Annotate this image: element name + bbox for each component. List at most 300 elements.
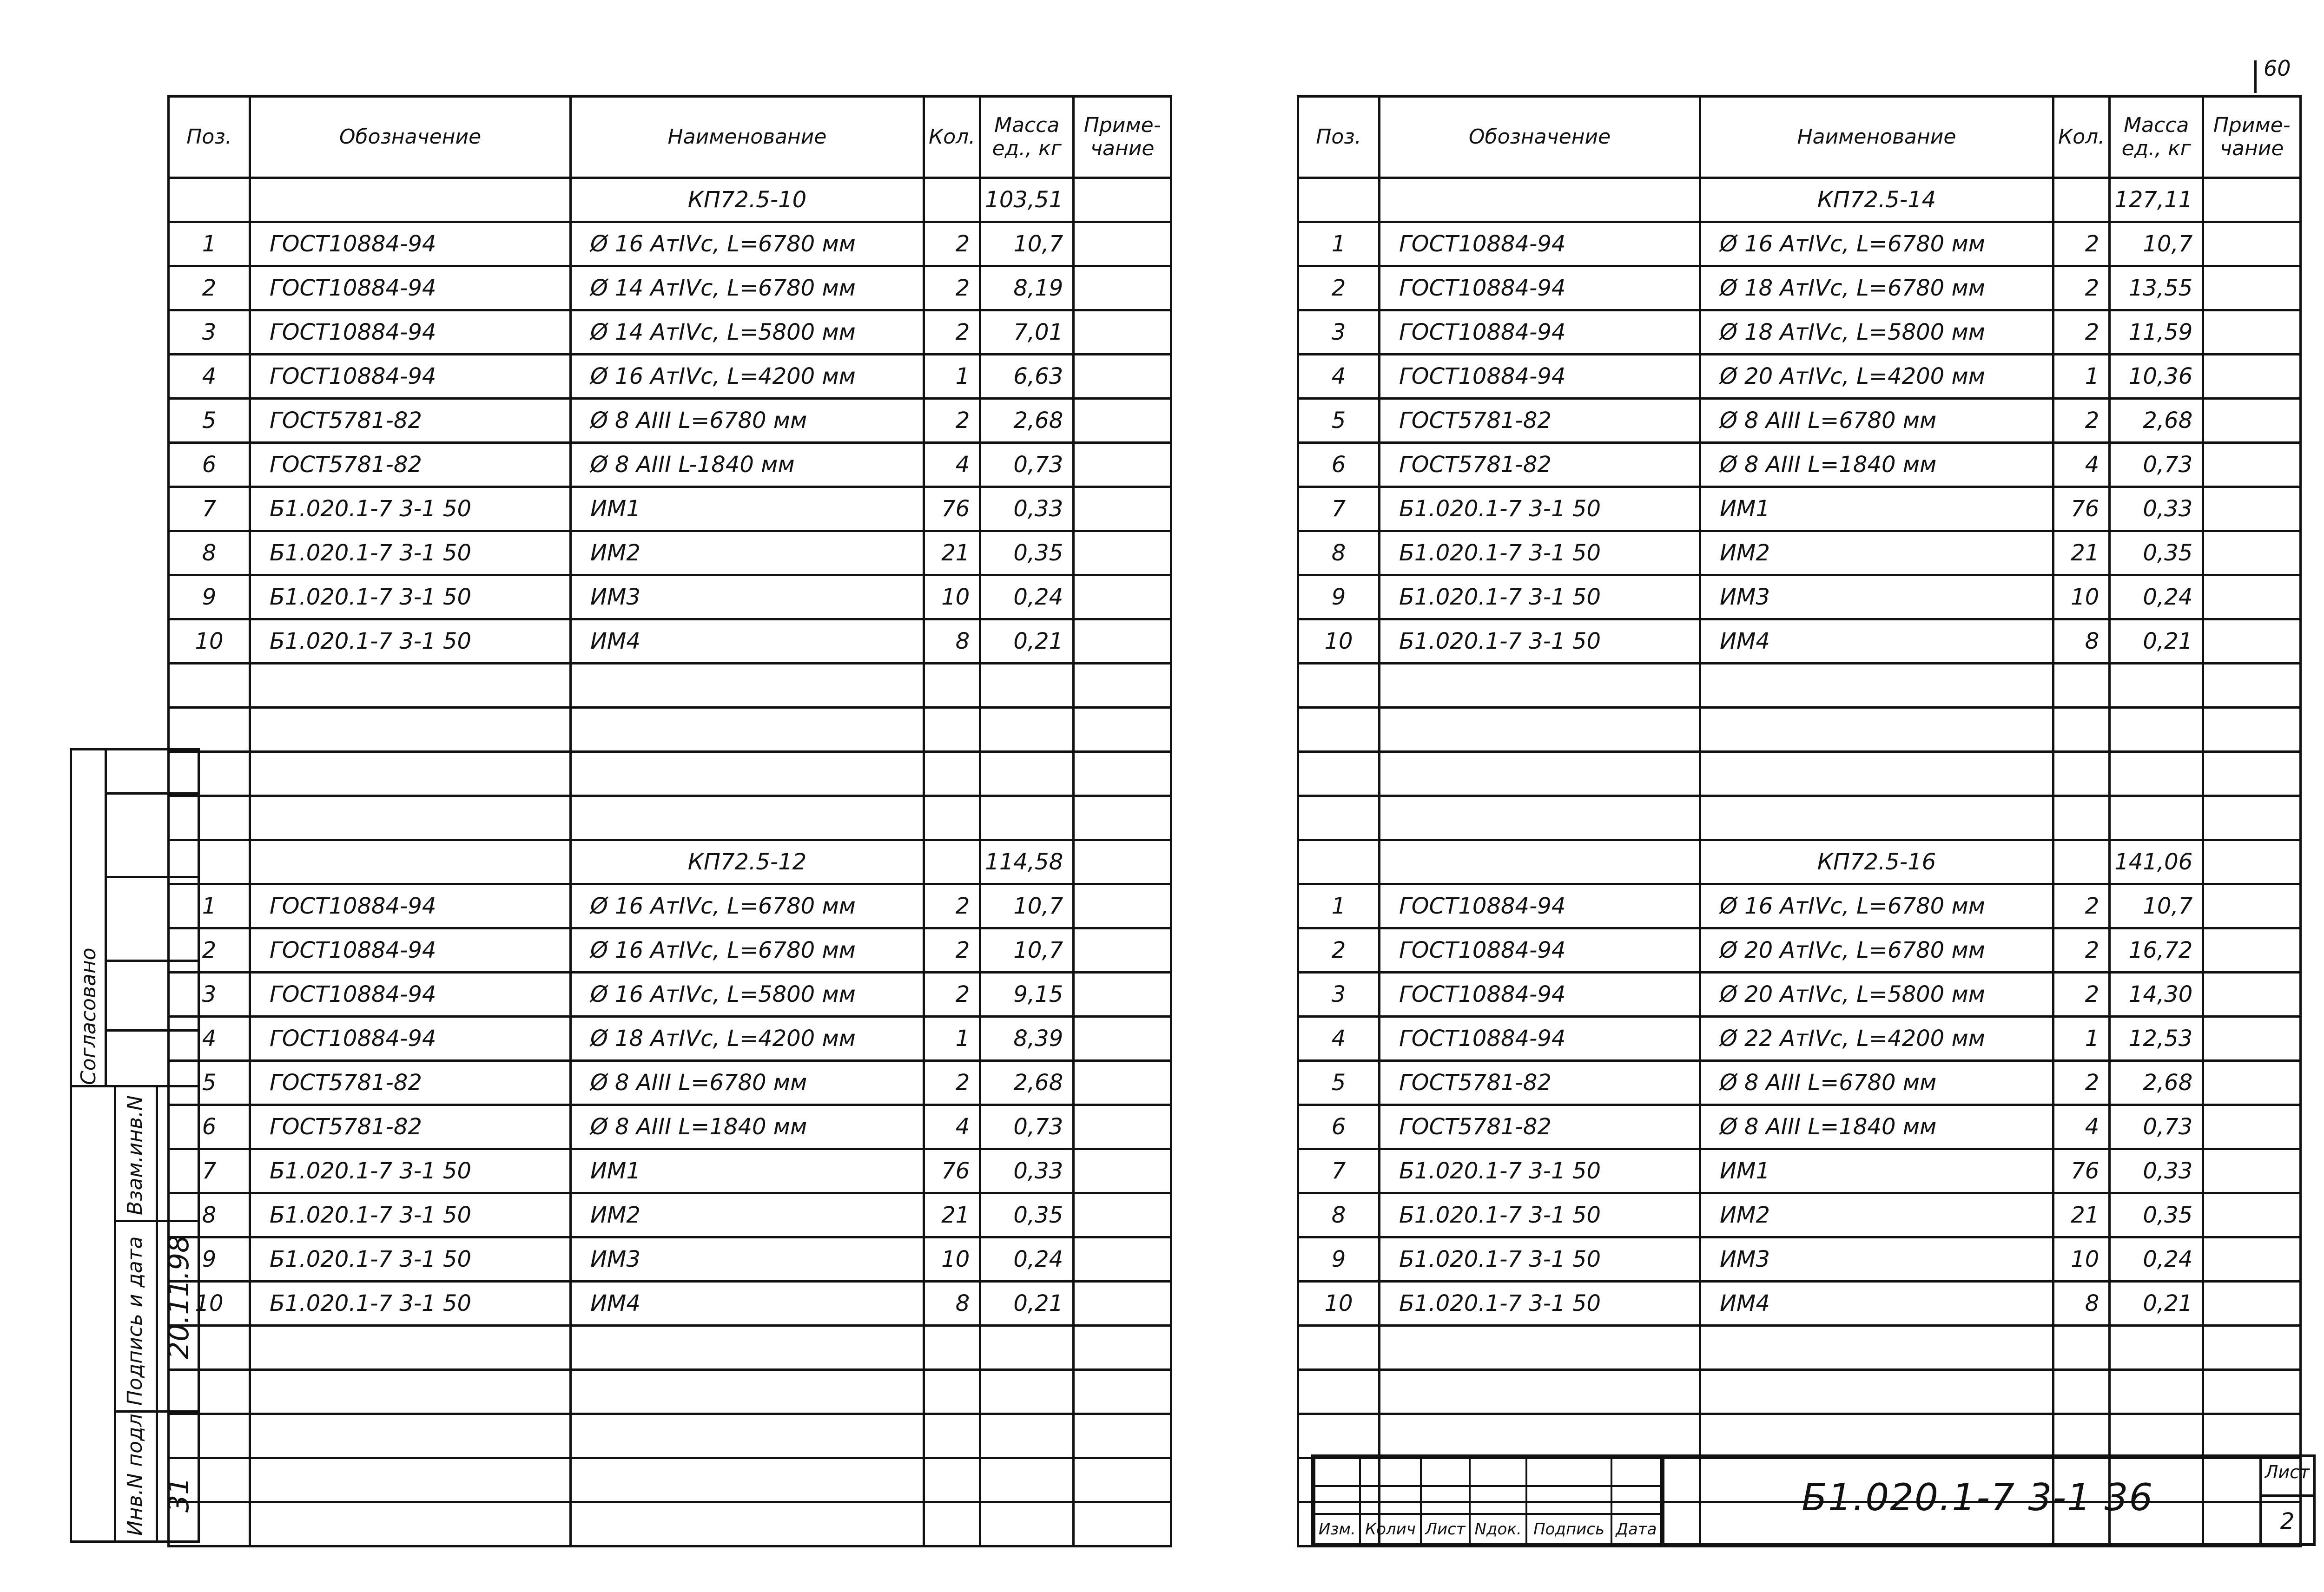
- cell-note: [1074, 1282, 1171, 1326]
- cell-designation: ГОСТ5781-82: [250, 399, 571, 443]
- cell-designation: Б1.020.1-7 3-1 50: [250, 1193, 571, 1237]
- cell-mass: 12,53: [2110, 1017, 2203, 1061]
- table-row: [1298, 1105, 2301, 1149]
- empty-cell: [924, 1414, 980, 1458]
- empty-cell: [924, 1326, 980, 1370]
- cell-pos: 1: [1298, 222, 1380, 266]
- cell-qty: 8: [924, 619, 980, 664]
- cell-pos: 10: [1298, 619, 1380, 664]
- cell-qty: 2: [2053, 973, 2110, 1017]
- empty-cell: [2203, 1326, 2301, 1370]
- empty-cell: [2203, 796, 2301, 840]
- cell-note: [1074, 222, 1171, 266]
- header-pos: Поз.: [169, 97, 250, 178]
- cell-note: [1074, 575, 1171, 619]
- empty-cell: [571, 1326, 924, 1370]
- cell-name: ИМ4: [571, 619, 924, 664]
- table-row: [1298, 222, 2301, 266]
- header-name: Наименование: [571, 97, 924, 178]
- table-row: [169, 443, 1171, 487]
- empty-cell: [1298, 752, 1380, 796]
- empty-cell: [1298, 1414, 1380, 1458]
- cell-mass: 0,35: [2110, 531, 2203, 575]
- cell-designation: ГОСТ10884-94: [250, 1017, 571, 1061]
- empty-row: [1298, 1326, 2301, 1370]
- empty-cell: [571, 1502, 924, 1546]
- cell-qty: 1: [924, 355, 980, 399]
- cell-mass: 2,68: [980, 1061, 1074, 1105]
- cell-mass: 0,24: [980, 575, 1074, 619]
- empty-cell: [1380, 664, 1700, 708]
- cell-pos: 10: [169, 619, 250, 664]
- cell-pos: 9: [169, 575, 250, 619]
- table-row: [1298, 619, 2301, 664]
- empty-row: [1298, 1414, 2301, 1458]
- cell-name: Ø 8 АIII L=6780 мм: [571, 1061, 924, 1105]
- cell-name: ИМ4: [1700, 1282, 2053, 1326]
- empty-cell: [2203, 1370, 2301, 1414]
- cell-note: [1074, 884, 1171, 928]
- cell-note: [1074, 1193, 1171, 1237]
- empty-cell: [1380, 840, 1700, 884]
- header-mass: Масса ед., кг: [980, 97, 1074, 178]
- table-row: [1298, 355, 2301, 399]
- table-row: [1298, 575, 2301, 619]
- empty-cell: [571, 752, 924, 796]
- cell-designation: ГОСТ5781-82: [250, 443, 571, 487]
- cell-name: ИМ2: [1700, 1193, 2053, 1237]
- cell-pos: 6: [169, 443, 250, 487]
- cell-designation: ГОСТ10884-94: [250, 928, 571, 973]
- cell-designation: ГОСТ10884-94: [1380, 266, 1700, 310]
- cell-mass: 10,7: [980, 222, 1074, 266]
- cell-designation: ГОСТ10884-94: [1380, 222, 1700, 266]
- cell-designation: Б1.020.1-7 3-1 50: [250, 1282, 571, 1326]
- empty-cell: [250, 178, 571, 222]
- cell-qty: 8: [2053, 619, 2110, 664]
- empty-cell: [924, 840, 980, 884]
- cell-designation: ГОСТ5781-82: [250, 1105, 571, 1149]
- cell-name: Ø 16 АтIVс, L=4200 мм: [571, 355, 924, 399]
- table-row: [169, 928, 1171, 973]
- empty-cell: [250, 1326, 571, 1370]
- empty-row: [169, 664, 1171, 708]
- revision-column-label: Подпись: [1526, 1514, 1611, 1544]
- cell-name: Ø 18 АтIVс, L=5800 мм: [1700, 310, 2053, 355]
- cell-qty: 76: [2053, 487, 2110, 531]
- empty-cell: [980, 796, 1074, 840]
- table-row: [1298, 1017, 2301, 1061]
- cell-qty: 10: [924, 575, 980, 619]
- cell-name: Ø 8 АIII L=1840 мм: [571, 1105, 924, 1149]
- cell-qty: 21: [2053, 531, 2110, 575]
- cell-qty: 4: [2053, 443, 2110, 487]
- cell-name: ИМ1: [571, 487, 924, 531]
- cell-name: Ø 14 АтIVс, L=6780 мм: [571, 266, 924, 310]
- cell-designation: Б1.020.1-7 3-1 50: [250, 619, 571, 664]
- empty-cell: [980, 752, 1074, 796]
- cell-mass: 10,7: [2110, 222, 2203, 266]
- cell-designation: ГОСТ10884-94: [1380, 355, 1700, 399]
- cell-mass: 8,39: [980, 1017, 1074, 1061]
- cell-mass: 16,72: [2110, 928, 2203, 973]
- cell-note: [2203, 266, 2301, 310]
- cell-qty: 4: [924, 443, 980, 487]
- empty-cell: [1700, 1370, 2053, 1414]
- cell-note: [2203, 531, 2301, 575]
- header-note: Приме- чание: [1074, 97, 1171, 178]
- group-title-row: [1298, 178, 2301, 222]
- corner-sheet-number: 60: [2264, 56, 2291, 81]
- cell-mass: 0,73: [980, 443, 1074, 487]
- cell-qty: 2: [2053, 1061, 2110, 1105]
- cell-qty: 76: [924, 487, 980, 531]
- cell-pos: 7: [1298, 1149, 1380, 1193]
- empty-cell: [2110, 708, 2203, 752]
- cell-mass: 0,24: [2110, 575, 2203, 619]
- empty-row: [169, 752, 1171, 796]
- empty-cell: [924, 752, 980, 796]
- header-qty: Кол.: [924, 97, 980, 178]
- empty-cell: [2203, 840, 2301, 884]
- cell-pos: 3: [169, 973, 250, 1017]
- group-title: КП72.5-10: [571, 178, 924, 222]
- cell-mass: 0,33: [2110, 487, 2203, 531]
- cell-note: [1074, 928, 1171, 973]
- empty-cell: [2203, 1414, 2301, 1458]
- cell-mass: 0,35: [2110, 1193, 2203, 1237]
- empty-cell: [2110, 1370, 2203, 1414]
- table-row: [169, 487, 1171, 531]
- table-row: [169, 1061, 1171, 1105]
- title-block: [1311, 1454, 2316, 1546]
- cell-designation: Б1.020.1-7 3-1 50: [1380, 1149, 1700, 1193]
- cell-designation: Б1.020.1-7 3-1 50: [250, 1237, 571, 1282]
- table-row: [169, 619, 1171, 664]
- cell-name: Ø 14 АтIVс, L=5800 мм: [571, 310, 924, 355]
- cell-qty: 10: [924, 1237, 980, 1282]
- cell-name: ИМ2: [1700, 531, 2053, 575]
- empty-cell: [169, 664, 250, 708]
- cell-name: ИМ3: [571, 1237, 924, 1282]
- cell-name: Ø 8 АIII L=6780 мм: [1700, 1061, 2053, 1105]
- table-row: [1298, 1282, 2301, 1326]
- empty-cell: [1074, 1414, 1171, 1458]
- empty-cell: [2053, 708, 2110, 752]
- group-total-mass: 127,11: [2110, 178, 2203, 222]
- cell-designation: ГОСТ5781-82: [1380, 443, 1700, 487]
- empty-cell: [1298, 796, 1380, 840]
- empty-cell: [1700, 796, 2053, 840]
- table-row: [169, 884, 1171, 928]
- cell-note: [2203, 1237, 2301, 1282]
- cell-mass: 0,35: [980, 1193, 1074, 1237]
- date-handwritten: 20.11.98: [163, 1235, 195, 1359]
- table-row: [169, 575, 1171, 619]
- empty-cell: [2053, 1370, 2110, 1414]
- cell-qty: 8: [2053, 1282, 2110, 1326]
- cell-note: [1074, 531, 1171, 575]
- empty-row: [169, 1414, 1171, 1458]
- document-number: Б1.020.1-7 3-1 36: [1802, 1476, 2154, 1519]
- cell-mass: 6,63: [980, 355, 1074, 399]
- table-row: [1298, 1149, 2301, 1193]
- empty-cell: [2110, 796, 2203, 840]
- cell-name: Ø 8 АIII L=6780 мм: [571, 399, 924, 443]
- cell-pos: 5: [169, 399, 250, 443]
- cell-note: [1074, 1105, 1171, 1149]
- empty-cell: [2053, 840, 2110, 884]
- empty-cell: [2110, 664, 2203, 708]
- cell-name: Ø 8 АIII L-1840 мм: [571, 443, 924, 487]
- cell-designation: ГОСТ10884-94: [250, 884, 571, 928]
- cell-qty: 2: [2053, 222, 2110, 266]
- cell-qty: 21: [924, 531, 980, 575]
- empty-cell: [2053, 178, 2110, 222]
- table-row: [169, 1017, 1171, 1061]
- empty-row: [1298, 1370, 2301, 1414]
- cell-designation: ГОСТ5781-82: [1380, 1105, 1700, 1149]
- empty-row: [1298, 796, 2301, 840]
- cell-note: [2203, 884, 2301, 928]
- cell-mass: 0,21: [980, 619, 1074, 664]
- empty-cell: [980, 1370, 1074, 1414]
- cell-pos: 5: [1298, 1061, 1380, 1105]
- header-designation: Обозначение: [1380, 97, 1700, 178]
- cell-note: [1074, 355, 1171, 399]
- cell-note: [2203, 575, 2301, 619]
- cell-note: [1074, 1017, 1171, 1061]
- empty-cell: [169, 708, 250, 752]
- cell-pos: 4: [1298, 355, 1380, 399]
- cell-qty: 4: [924, 1105, 980, 1149]
- agreed-label: Согласовано: [77, 947, 100, 1085]
- cell-note: [1074, 266, 1171, 310]
- cell-name: Ø 18 АтIVс, L=4200 мм: [571, 1017, 924, 1061]
- cell-qty: 4: [2053, 1105, 2110, 1149]
- header-note: Приме- чание: [2203, 97, 2301, 178]
- empty-cell: [2053, 752, 2110, 796]
- table-row: [169, 310, 1171, 355]
- cell-name: Ø 20 АтIVс, L=5800 мм: [1700, 973, 2053, 1017]
- empty-cell: [1700, 708, 2053, 752]
- empty-cell: [924, 1370, 980, 1414]
- cell-pos: 1: [169, 222, 250, 266]
- cell-pos: 3: [1298, 310, 1380, 355]
- empty-cell: [250, 752, 571, 796]
- cell-mass: 0,73: [2110, 1105, 2203, 1149]
- cell-pos: 7: [169, 1149, 250, 1193]
- table-row: [169, 1282, 1171, 1326]
- cell-qty: 2: [924, 399, 980, 443]
- empty-cell: [250, 1370, 571, 1414]
- group-total-mass: 103,51: [980, 178, 1074, 222]
- header-row: [1298, 97, 2301, 178]
- cell-mass: 10,7: [980, 884, 1074, 928]
- cell-designation: Б1.020.1-7 3-1 50: [250, 575, 571, 619]
- cell-designation: ГОСТ5781-82: [1380, 1061, 1700, 1105]
- cell-qty: 2: [924, 884, 980, 928]
- empty-cell: [1700, 1414, 2053, 1458]
- cell-name: Ø 16 АтIVс, L=5800 мм: [571, 973, 924, 1017]
- table-row: [1298, 1193, 2301, 1237]
- empty-cell: [2203, 708, 2301, 752]
- cell-name: Ø 20 АтIVс, L=4200 мм: [1700, 355, 2053, 399]
- empty-cell: [250, 840, 571, 884]
- table-row: [169, 973, 1171, 1017]
- cell-pos: 7: [1298, 487, 1380, 531]
- cell-name: Ø 22 АтIVс, L=4200 мм: [1700, 1017, 2053, 1061]
- cell-qty: 2: [924, 1061, 980, 1105]
- empty-cell: [1380, 1326, 1700, 1370]
- inv-number: 31: [163, 1477, 195, 1513]
- empty-cell: [571, 664, 924, 708]
- replace-inv-label: Взам.инв.N: [123, 1095, 147, 1215]
- table-row: [1298, 1061, 2301, 1105]
- cell-mass: 2,68: [2110, 399, 2203, 443]
- table-row: [1298, 884, 2301, 928]
- cell-qty: 21: [924, 1193, 980, 1237]
- cell-designation: Б1.020.1-7 3-1 50: [1380, 487, 1700, 531]
- empty-row: [169, 796, 1171, 840]
- group-total-mass: 141,06: [2110, 840, 2203, 884]
- cell-qty: 2: [2053, 266, 2110, 310]
- cell-qty: 2: [924, 973, 980, 1017]
- group-title: КП72.5-14: [1700, 178, 2053, 222]
- table-row: [169, 266, 1171, 310]
- table-row: [1298, 266, 2301, 310]
- empty-cell: [1074, 664, 1171, 708]
- cell-note: [1074, 973, 1171, 1017]
- cell-note: [1074, 1149, 1171, 1193]
- empty-cell: [980, 1458, 1074, 1502]
- cell-mass: 0,21: [980, 1282, 1074, 1326]
- cell-mass: 0,33: [2110, 1149, 2203, 1193]
- empty-row: [169, 1502, 1171, 1546]
- spec-table-left: [167, 95, 1172, 1547]
- cell-mass: 0,33: [980, 487, 1074, 531]
- table-row: [1298, 1237, 2301, 1282]
- cell-note: [2203, 1149, 2301, 1193]
- spec-table-right: [1297, 95, 2302, 1547]
- sheet-number: 2: [2280, 1508, 2295, 1534]
- cell-mass: 0,35: [980, 531, 1074, 575]
- cell-note: [2203, 399, 2301, 443]
- cell-mass: 0,73: [980, 1105, 1074, 1149]
- orig-inv-label: Инв.N подл.: [123, 1407, 147, 1536]
- cell-pos: 4: [169, 1017, 250, 1061]
- cell-qty: 2: [924, 222, 980, 266]
- cell-name: Ø 16 АтIVс, L=6780 мм: [571, 884, 924, 928]
- cell-name: ИМ3: [1700, 1237, 2053, 1282]
- cell-mass: 7,01: [980, 310, 1074, 355]
- empty-cell: [1074, 178, 1171, 222]
- cell-name: Ø 18 АтIVс, L=6780 мм: [1700, 266, 2053, 310]
- cell-qty: 76: [2053, 1149, 2110, 1193]
- empty-cell: [571, 1458, 924, 1502]
- cell-qty: 1: [924, 1017, 980, 1061]
- empty-row: [169, 1458, 1171, 1502]
- cell-designation: ГОСТ10884-94: [1380, 1017, 1700, 1061]
- cell-pos: 2: [1298, 266, 1380, 310]
- revision-column-label: Nдок.: [1470, 1514, 1526, 1544]
- cell-designation: ГОСТ10884-94: [1380, 310, 1700, 355]
- empty-cell: [924, 1458, 980, 1502]
- cell-qty: 2: [2053, 928, 2110, 973]
- cell-pos: 1: [169, 884, 250, 928]
- header-designation: Обозначение: [250, 97, 571, 178]
- empty-row: [169, 708, 1171, 752]
- cell-designation: ГОСТ5781-82: [1380, 399, 1700, 443]
- empty-row: [1298, 664, 2301, 708]
- cell-pos: 9: [1298, 1237, 1380, 1282]
- cell-pos: 10: [169, 1282, 250, 1326]
- table-row: [169, 1193, 1171, 1237]
- cell-note: [2203, 355, 2301, 399]
- table-row: [1298, 310, 2301, 355]
- empty-cell: [2203, 664, 2301, 708]
- group-title-row: [169, 840, 1171, 884]
- cell-note: [2203, 310, 2301, 355]
- empty-cell: [924, 178, 980, 222]
- empty-cell: [1074, 796, 1171, 840]
- cell-note: [2203, 222, 2301, 266]
- empty-cell: [1700, 1326, 2053, 1370]
- cell-pos: 6: [1298, 1105, 1380, 1149]
- cell-designation: Б1.020.1-7 3-1 50: [250, 1149, 571, 1193]
- cell-designation: Б1.020.1-7 3-1 50: [1380, 619, 1700, 664]
- cell-name: ИМ3: [1700, 575, 2053, 619]
- empty-cell: [2053, 1326, 2110, 1370]
- table-row: [1298, 973, 2301, 1017]
- cell-designation: ГОСТ10884-94: [1380, 973, 1700, 1017]
- cell-pos: 4: [1298, 1017, 1380, 1061]
- empty-cell: [2053, 796, 2110, 840]
- header-pos: Поз.: [1298, 97, 1380, 178]
- cell-mass: 10,7: [980, 928, 1074, 973]
- cell-name: ИМ3: [571, 575, 924, 619]
- cell-designation: Б1.020.1-7 3-1 50: [1380, 1193, 1700, 1237]
- cell-qty: 10: [2053, 575, 2110, 619]
- cell-qty: 2: [2053, 884, 2110, 928]
- cell-mass: 0,73: [2110, 443, 2203, 487]
- empty-cell: [980, 664, 1074, 708]
- empty-cell: [1074, 752, 1171, 796]
- group-title-row: [1298, 840, 2301, 884]
- revision-column-label: Лист: [1421, 1514, 1470, 1544]
- cell-note: [2203, 1193, 2301, 1237]
- sheet-label: Лист: [2265, 1462, 2310, 1482]
- cell-mass: 13,55: [2110, 266, 2203, 310]
- cell-pos: 5: [169, 1061, 250, 1105]
- cell-mass: 0,24: [980, 1237, 1074, 1282]
- cell-note: [1074, 1237, 1171, 1282]
- cell-qty: 2: [924, 310, 980, 355]
- empty-cell: [1700, 664, 2053, 708]
- cell-pos: 3: [1298, 973, 1380, 1017]
- cell-note: [1074, 443, 1171, 487]
- cell-qty: 1: [2053, 355, 2110, 399]
- header-row: [169, 97, 1171, 178]
- cell-designation: ГОСТ10884-94: [250, 310, 571, 355]
- cell-pos: 2: [1298, 928, 1380, 973]
- cell-pos: 3: [169, 310, 250, 355]
- empty-cell: [1074, 840, 1171, 884]
- cell-designation: ГОСТ5781-82: [250, 1061, 571, 1105]
- empty-row: [169, 1326, 1171, 1370]
- cell-designation: Б1.020.1-7 3-1 50: [1380, 531, 1700, 575]
- header-qty: Кол.: [2053, 97, 2110, 178]
